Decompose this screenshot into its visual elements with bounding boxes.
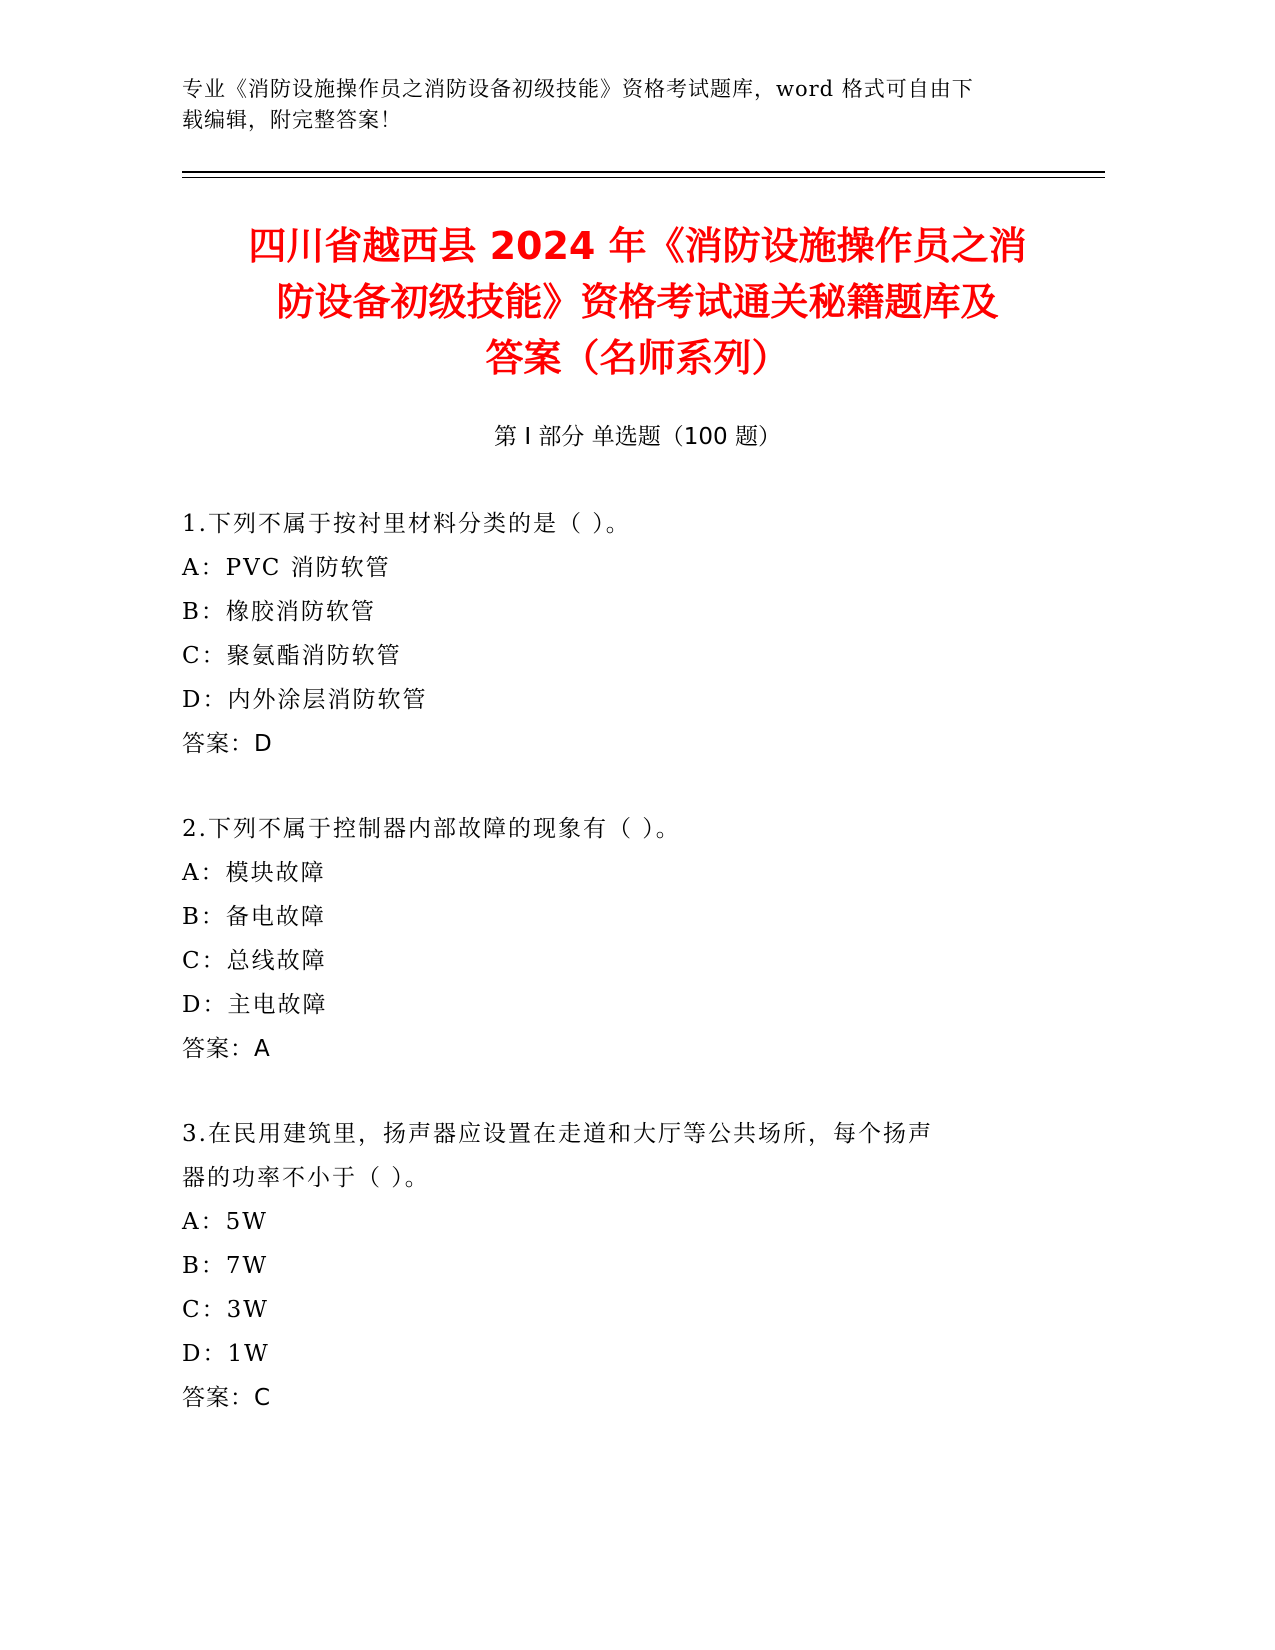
option-b: B：备电故障 <box>182 904 326 930</box>
question-stem <box>182 502 1062 546</box>
question-2 <box>182 807 1062 1071</box>
option-a: A：5W <box>182 1209 268 1235</box>
question-stem-line: 2.下列不属于控制器内部故障的现象有（ ）。 <box>182 816 681 842</box>
option-c: C：总线故障 <box>182 948 327 974</box>
answer: 答案：A <box>182 1036 271 1062</box>
title-line: 防设备初级技能》资格考试通关秘籍题库及 <box>276 280 999 324</box>
option-b: B：7W <box>182 1253 269 1279</box>
title-line: 四川省越西县 2024 年《消防设施操作员之消 <box>248 224 1027 268</box>
question-stem <box>182 807 1062 851</box>
option-a: A：PVC 消防软管 <box>182 555 391 581</box>
header-divider-thick <box>182 171 1105 173</box>
answer: 答案：D <box>182 731 273 757</box>
option-d: D：1W <box>182 1341 270 1367</box>
title-line: 答案（名师系列） <box>485 336 790 380</box>
question-1 <box>182 502 1062 766</box>
question-stem <box>182 1112 1062 1200</box>
question-stem-line: 1.下列不属于按衬里材料分类的是（ ）。 <box>182 511 631 537</box>
option-a: A：模块故障 <box>182 860 326 886</box>
question-stem-line: 3.在民用建筑里，扬声器应设置在走道和大厅等公共场所，每个扬声 <box>182 1121 933 1147</box>
option-c: C：聚氨酯消防软管 <box>182 643 402 669</box>
header-note-line: 专业《消防设施操作员之消防设备初级技能》资格考试题库，word 格式可自由下 <box>182 77 974 101</box>
option-d: D：主电故障 <box>182 992 328 1018</box>
answer: 答案：C <box>182 1385 272 1411</box>
option-c: C：3W <box>182 1297 269 1323</box>
option-d: D：内外涂层消防软管 <box>182 687 428 713</box>
section-heading: 第 I 部分 单选题（100 题） <box>494 424 781 450</box>
option-b: B：橡胶消防软管 <box>182 599 376 625</box>
header-divider-thin <box>182 177 1105 178</box>
header-note-line: 载编辑，附完整答案！ <box>182 108 402 132</box>
question-3 <box>182 1112 1062 1420</box>
question-stem-line: 器的功率不小于（ ）。 <box>182 1165 430 1191</box>
header-note <box>182 74 1062 136</box>
document-title <box>160 218 1115 386</box>
